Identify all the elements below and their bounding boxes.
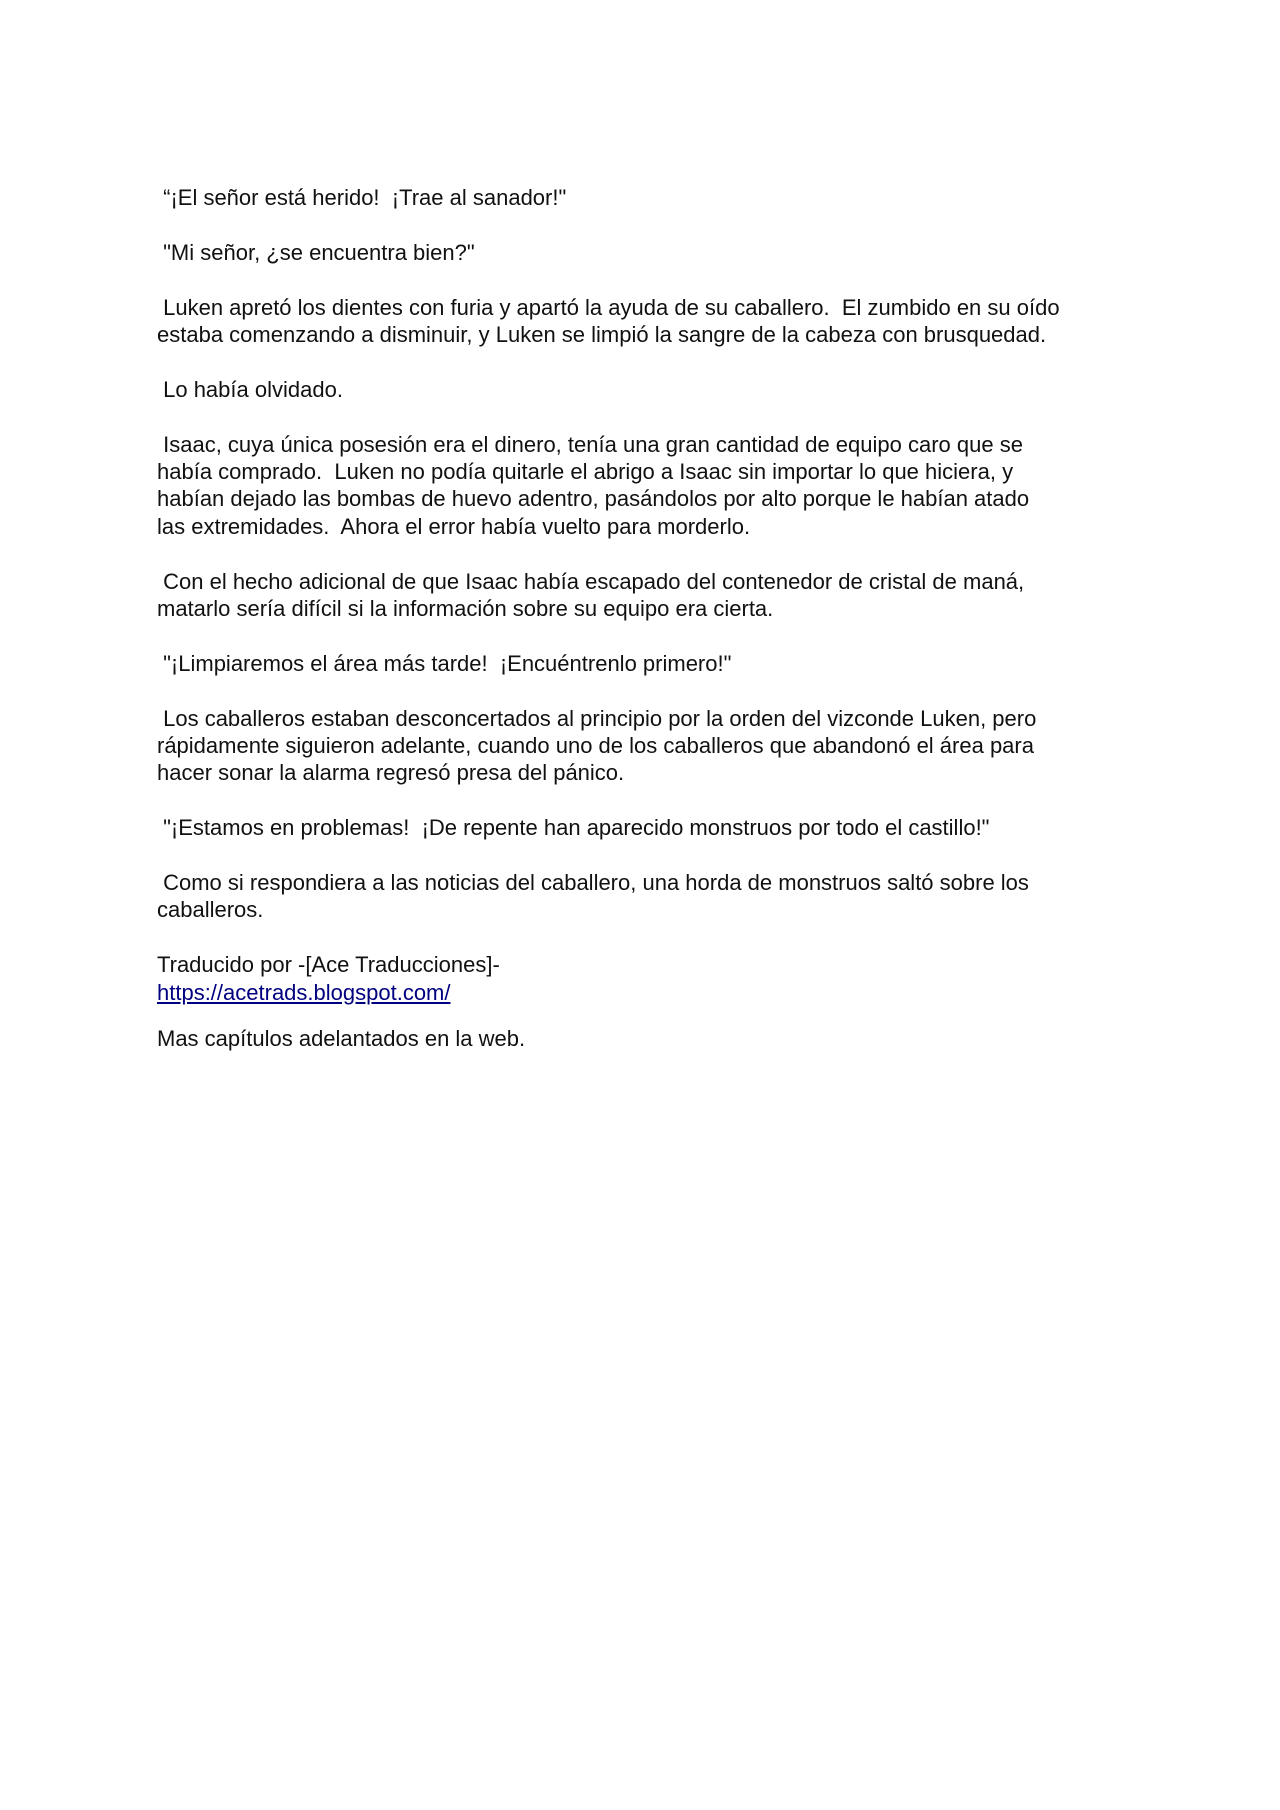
- text-line: habían dejado las bombas de huevo adentro, pasándolos por alto porque le habían atado: [157, 486, 1030, 512]
- text-line: rápidamente siguieron adelante, cuando uno de los caballeros que abandonó el área para: [157, 733, 1034, 759]
- text-line: "Mi señor, ¿se encuentra bien?": [157, 239, 475, 265]
- text-line: estaba comenzando a disminuir, y Luken se limpió la sangre de la cabeza con brusquedad.: [157, 322, 1047, 347]
- document-body: [157, 184, 1157, 1052]
- paragraph: [157, 431, 1157, 541]
- text-line: matarlo sería difícil si la información sobre su equipo era cierta.: [157, 596, 774, 622]
- paragraph: [157, 376, 1157, 403]
- text-line: Como si respondiera a las noticias del caballero, una horda de monstruos saltó sobre los: [157, 870, 1029, 896]
- translator-credit: [157, 951, 1157, 1006]
- text-line: caballeros.: [157, 897, 264, 923]
- paragraph: [157, 294, 1157, 349]
- paragraph: [157, 705, 1157, 787]
- text-line: Luken apretó los dientes con furia y apartó la ayuda de su caballero. El zumbido en su oído: [157, 294, 1060, 320]
- text-line: había comprado. Luken no podía quitarle el abrigo a Isaac sin importar lo que hiciera, y: [157, 459, 1014, 484]
- paragraph: [157, 239, 1157, 266]
- text-line: Con el hecho adicional de que Isaac había escapado del contenedor de cristal de maná,: [157, 568, 1025, 594]
- text-line: “¡El señor está herido! ¡Trae al sanador!": [157, 185, 567, 210]
- text-line: hacer sonar la alarma regresó presa del pánico.: [157, 760, 625, 786]
- paragraph: [157, 184, 1157, 211]
- footer-note: Mas capítulos adelantados en la web.: [157, 1026, 526, 1052]
- credit-text: Traducido por -[Ace Traducciones]-: [157, 952, 500, 978]
- blog-link[interactable]: https://acetrads.blogspot.com/: [157, 979, 451, 1005]
- text-line: "¡Estamos en problemas! ¡De repente han aparecido monstruos por todo el castillo!": [157, 815, 990, 841]
- text-line: las extremidades. Ahora el error había vuelto para morderlo.: [157, 513, 751, 539]
- paragraph: [157, 814, 1157, 841]
- text-line: Isaac, cuya única posesión era el dinero, tenía una gran cantidad de equipo caro que se: [157, 431, 1023, 457]
- text-line: Los caballeros estaban desconcertados al principio por la orden del vizconde Luken, pero: [157, 705, 1037, 731]
- paragraph: [157, 568, 1157, 623]
- paragraph: [157, 869, 1157, 924]
- text-line: Lo había olvidado.: [157, 376, 343, 402]
- text-line: "¡Limpiaremos el área más tarde! ¡Encuéntrenlo primero!": [157, 650, 732, 676]
- paragraph: [157, 650, 1157, 677]
